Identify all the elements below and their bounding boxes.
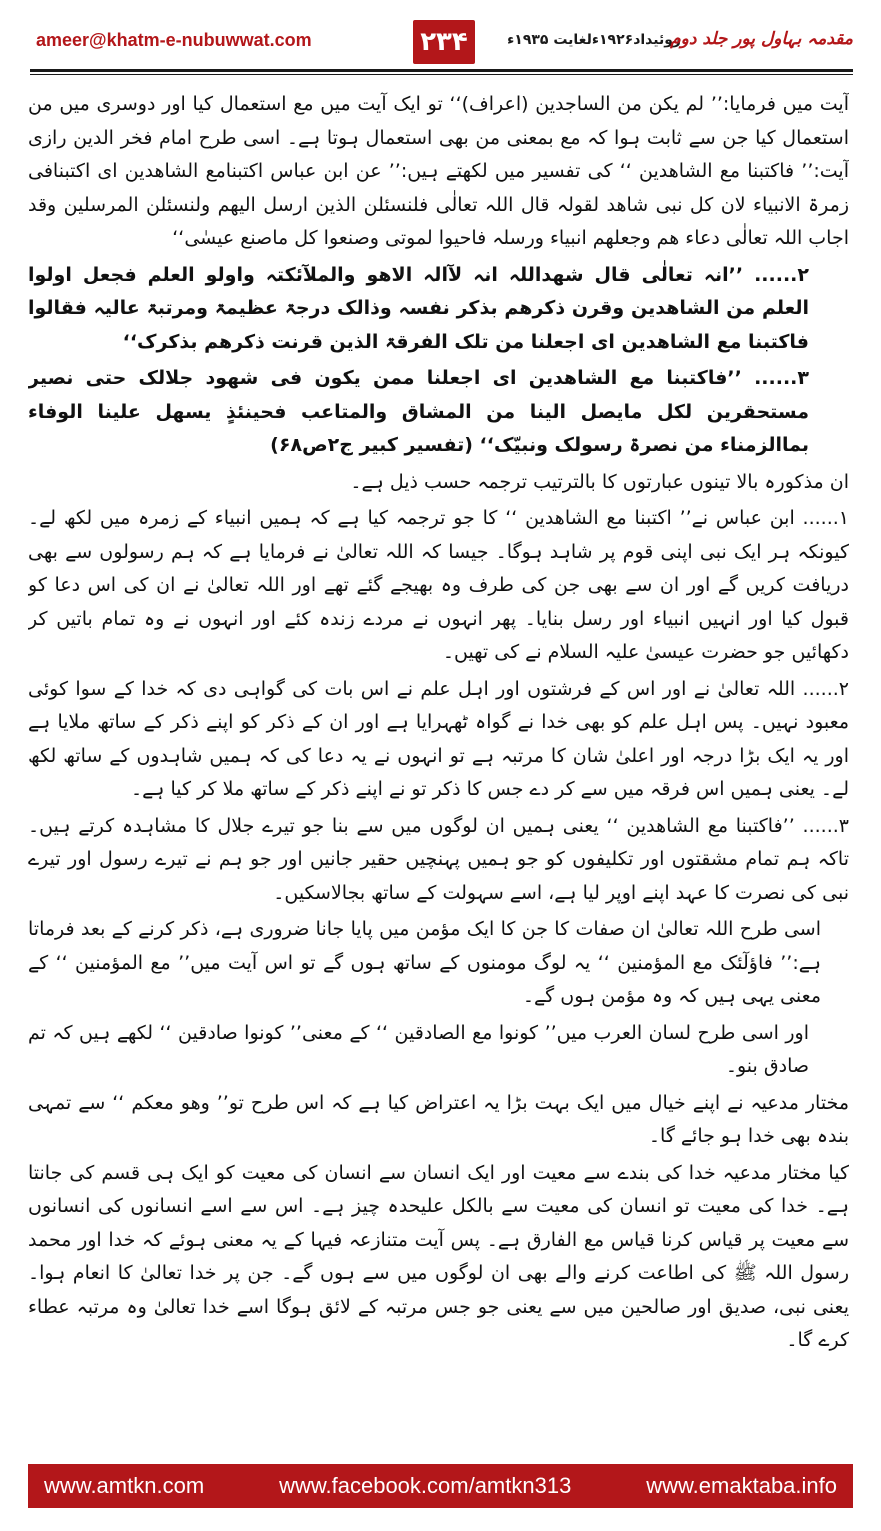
paragraph-translation-3: ۳...... ’’فاکتبنا مع الشاھدین ‘‘ یعنی ہمیں ان لوگوں میں سے بنا جو تیرے جلال کا مشاہدہ کرتے ہیں۔ تاکہ ہم تمام مشقتوں اور تکلیفوں کو جو ہمیں پہنچیں حقیر جانیں اور جو ہم نے تیرے رسول اور تیرے نبی کی نصرت کا عہد اپنے اوپر لیا ہے، اسے سہولت کے ساتھ بجالاسکیں۔ <box>28 814 849 904</box>
paragraph-objection: مختار مدعیہ نے اپنے خیال میں ایک بہت بڑا یہ اعتراض کیا ہے کہ اس طرح تو’’ وھو معکم ‘‘ سے تمہی بندہ بھی خدا ہو جائے گا۔ <box>28 1091 849 1147</box>
paragraph-translation-1: ۱...... ابن عباس نے’’ اکتبنا مع الشاھدین ‘‘ کا جو ترجمہ کیا ہے کہ ہمیں انبیاء کے زمرہ میں لکھ لے۔ کیونکہ ہر ایک نبی اپنی قوم پر شاہد ہوگا۔ جیسا کہ اللہ تعالیٰ نے فرمایا ہے کہ ہم رسولوں سے بھی دریافت کریں گے اور ان سے بھی جن کی طرف وہ بھیجے گئے تھے اور اللہ تعالیٰ نے ان کی اس دعا کو قبول کیا اور انہیں انبیاء اور رسل بنایا۔ پھر انہوں نے مردے زندہ کئے اور انہوں نے وہ تمام باتیں کر دکھائیں جو حضرت عیسیٰ علیہ السلام نے کی تھیں۔ <box>28 507 849 663</box>
header-divider-thin <box>30 74 853 75</box>
page-header <box>0 0 881 86</box>
page-footer <box>28 1464 853 1508</box>
page-number-badge: ۲۳۴ <box>413 20 475 64</box>
running-head: روئیداد۱۹۲۶ءلغایت ۱۹۳۵ء <box>507 32 681 48</box>
header-divider <box>30 69 853 72</box>
footer-link-emaktaba[interactable]: www.emaktaba.info <box>646 1473 837 1498</box>
paragraph-lisan-al-arab: اور اسی طرح لسان العرب میں’’ کونوا مع الصادقین ‘‘ کے معنی’’ کونوا صادقین ‘‘ لکھے ہیں کہ تم صادق بنو۔ <box>28 1021 809 1077</box>
paragraph-intro: آیت میں فرمایا:’’ لم یکن من الساجدین (اعراف)‘‘ تو ایک آیت میں مع استعمال کیا اور دوسری میں من استعمال کیا جن سے ثابت ہوا کہ مع بمعنی من بھی استعمال ہوتا ہے۔ اسی طرح امام فخر الدین رازی آیت:’’ فاکتبنا مع الشاھدین ‘‘ کی تفسیر میں لکھتے ہیں:’’ عن ابن عباس اکتبنامع الشاھدین ای اکتبنافی زمرۃ الانبیاء لان کل نبی شاھد لقولہ قال اللہ تعالٰی فلنسئلن الذین ارسل الیھم ولنسئلن المرسلین وقد اجاب اللہ تعالٰی دعاء ھم وجعلھم انبیاء ورسلہ فاحیوا لموتی وصنعوا کل ماصنع عیسٰی‘‘ <box>28 93 849 249</box>
paragraph-momineen: اسی طرح اللہ تعالیٰ ان صفات کا جن کا ایک مؤمن میں پایا جانا ضروری ہے، ذکر کرنے کے بعد فرماتا ہے:’’ فاؤلٓئک مع المؤمنین ‘‘ یہ لوگ مومنوں کے ساتھ ہوں گے تو اس آیت میں’’ مع المؤمنین ‘‘ کے معنی یہی ہیں کہ وہ مؤمن ہوں گے۔ <box>28 918 821 1007</box>
paragraph-arabic-2: ۲...... ’’انہ تعالٰی قال شھداللہ انہ لآالہ الاھو والملآئکتہ واولو العلم فجعل اولوا العلم من الشاھدین وقرن ذکرھم بذکر نفسہ وذالک درجۃ عظیمۃ ومرتبۃ عالیہ فقالوا فاکتبنا مع الشاھدین ای اجعلنا من تلک الفرقۃ الذین قرنت ذکرھم بذکرک‘‘ <box>28 263 809 353</box>
paragraph-translation-2: ۲...... اللہ تعالیٰ نے اور اس کے فرشتوں اور اہل علم نے اس بات کی گواہی دی کہ خدا کے سوا کوئی معبود نہیں۔ پس اہل علم کو بھی خدا نے گواہ ٹھہرایا ہے اور ان کے ذکر کو اپنے ذکر کے ساتھ ملایا ہے اور یہ ایک بڑا درجہ اور اعلیٰ شان کا مرتبہ ہے تو انہوں نے یہ دعا کی کہ ہمیں شاہدوں کے ساتھ لکھ لے۔ یعنی ہمیں اس فرقہ میں سے کر دے جس کا ذکر تو نے اپنے ذکر کے ساتھ ملا کر کیا ہے۔ <box>28 677 849 800</box>
header-email[interactable]: ameer@khatm-e-nubuwwat.com <box>36 30 312 50</box>
footer-link-amtkn[interactable]: www.amtkn.com <box>44 1473 205 1498</box>
paragraph-arabic-3: ۳...... ’’فاکتبنا مع الشاھدین ای اجعلنا ممن یکون فی شھود جلالک حتی نصیر مستحقرین لکل مایصل الینا من المشاق والمتاعب فحینئذٍ یسھل علینا الوفاء بماالزمناء من نصرۃ رسولک ونبیّک‘‘ (تفسیر کبیر ج۲ص۶۸) <box>28 367 809 456</box>
page-body <box>28 88 849 1443</box>
paragraph-answer: کیا مختار مدعیہ خدا کی بندے سے معیت اور ایک انسان سے انسان کی معیت کو ایک ہی قسم کی جانتا ہے۔ خدا کی معیت تو انسان کی معیت سے بالکل علیحدہ چیز ہے۔ اس سے اسے انسانوں کی انسانوں سے معیت پر قیاس کرنا قیاس مع الفارق ہے۔ پس آیت متنازعہ فیہا کے یہ معنی ہوئے کہ خدا اور محمد رسول اللہ ﷺ کی اطاعت کرنے والے بھی ان لوگوں میں سے ہوں گے۔ جن پر خدا تعالیٰ کا انعام ہوا۔ یعنی نبی، صدیق اور صالحین میں سے یعنی جو جس مرتبہ کے لائق ہوگا اسے خدا تعالیٰ وہ مرتبہ عطاء کرے گا۔ <box>28 1161 849 1351</box>
paragraph-translation-intro: ان مذکورہ بالا تینوں عبارتوں کا بالترتیب ترجمہ حسب ذیل ہے۔ <box>350 470 849 493</box>
footer-link-facebook[interactable]: www.facebook.com/amtkn313 <box>279 1473 572 1498</box>
book-title: مقدمہ بہاول پور جلد دوم <box>670 29 853 49</box>
